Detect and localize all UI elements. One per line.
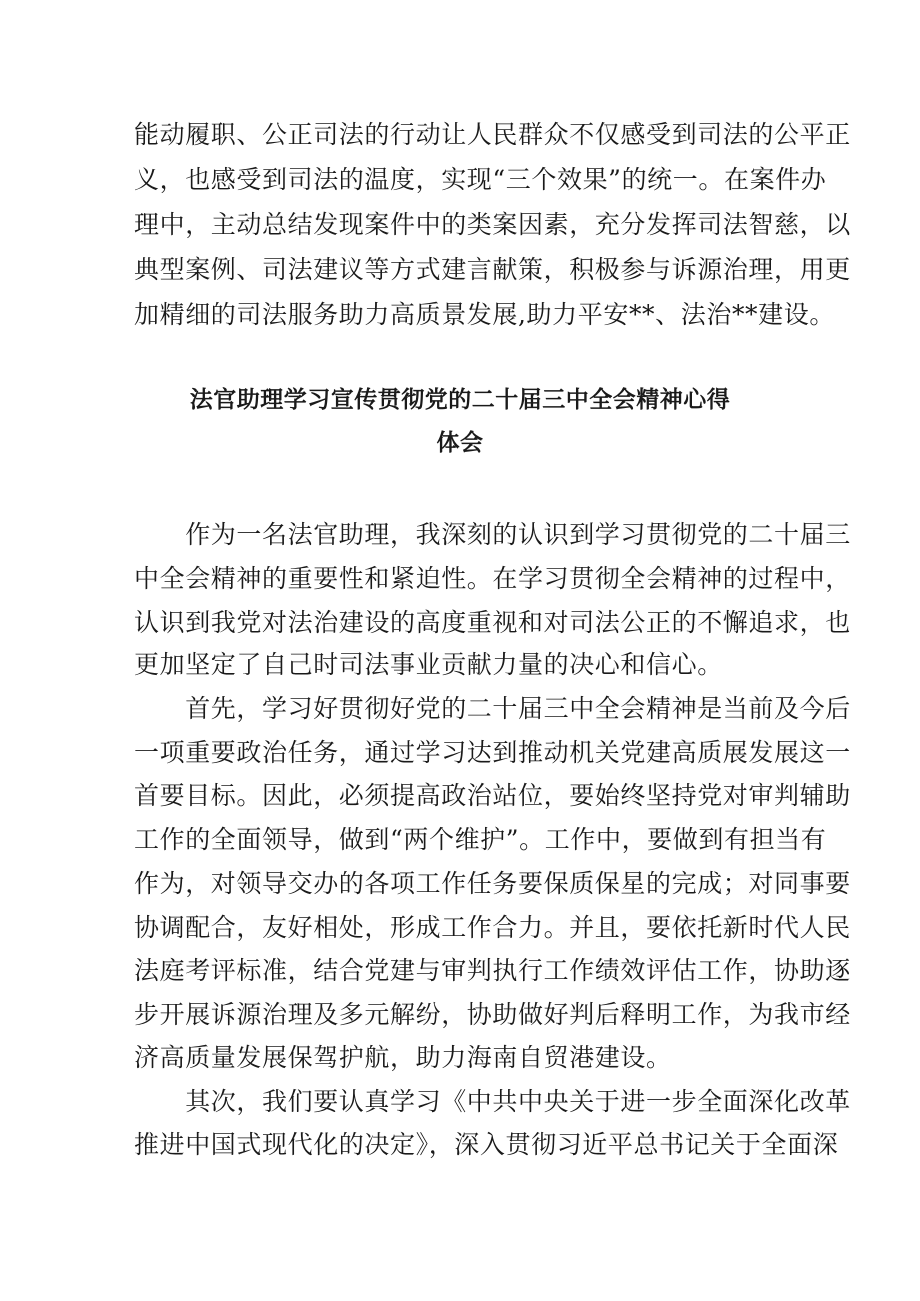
text-line: 法庭考评标准，结合党建与审判执行工作绩效评估工作，协助逐 <box>134 956 851 985</box>
title-line: 体会 <box>436 430 484 456</box>
text-line: 步开展诉源治理及多元解纷，协助做好判后释明工作，为我市经 <box>134 1000 851 1029</box>
text-line: 典型案例、司法建议等方式建言献策，积极参与诉源治理，用更 <box>134 255 851 284</box>
title-line: 法官助理学习宣传贯彻党的二十届三中全会精神心得 <box>189 387 731 413</box>
text-line: 义，也感受到司法的温度，实现“三个效果”的统一。在案件办 <box>134 165 827 194</box>
text-line: 其次，我们要认真学习《中共中央关于进一步全面深化改革 <box>134 1087 851 1116</box>
text-line: 更加坚定了自己时司法事业贡献力量的决心和信心。 <box>134 650 723 679</box>
text-line: 济高质量发展保驾护航，助力海南自贸港建设。 <box>134 1043 672 1072</box>
text-line: 能动履职、公正司法的行动让人民群众不仅感受到司法的公平正 <box>134 120 851 149</box>
text-line: 作为，对领导交办的各项工作任务要保质保星的完成；对同事要 <box>134 869 851 898</box>
text-line: 一项重要政治任务，通过学习达到推动机关党建高质展发展这一 <box>134 738 851 767</box>
text-line: 理中，主动总结发现案件中的类案因素，充分发挥司法智慈，以 <box>134 210 851 239</box>
text-line: 工作的全面领导，做到“两个维护”。工作中，要做到有担当有 <box>134 825 827 854</box>
text-line: 首先，学习好贯彻好党的二十届三中全会精神是当前及今后 <box>134 694 851 723</box>
text-line: 中全会精神的重要性和紧迫性。在学习贯彻全会精神的过程中， <box>134 564 851 593</box>
text-line: 首要目标。因此，必须提高政治站位，要始终坚持党对审判辅助 <box>134 781 851 810</box>
text-line: 推进中国式现代化的决定》，深入贯彻习近平总书记关于全面深 <box>134 1130 839 1159</box>
text-line: 加精细的司法服务助力高质景发展,助力平安**、法治**建设。 <box>134 300 835 329</box>
text-line: 认识到我党对法治建设的高度重视和对司法公正的不懈追求，也 <box>134 608 851 637</box>
text-line: 作为一名法官助理，我深刻的认识到学习贯彻党的二十届三 <box>134 520 851 549</box>
text-line: 协调配合，友好相处，形成工作合力。并且，要依托新时代人民 <box>134 913 851 942</box>
